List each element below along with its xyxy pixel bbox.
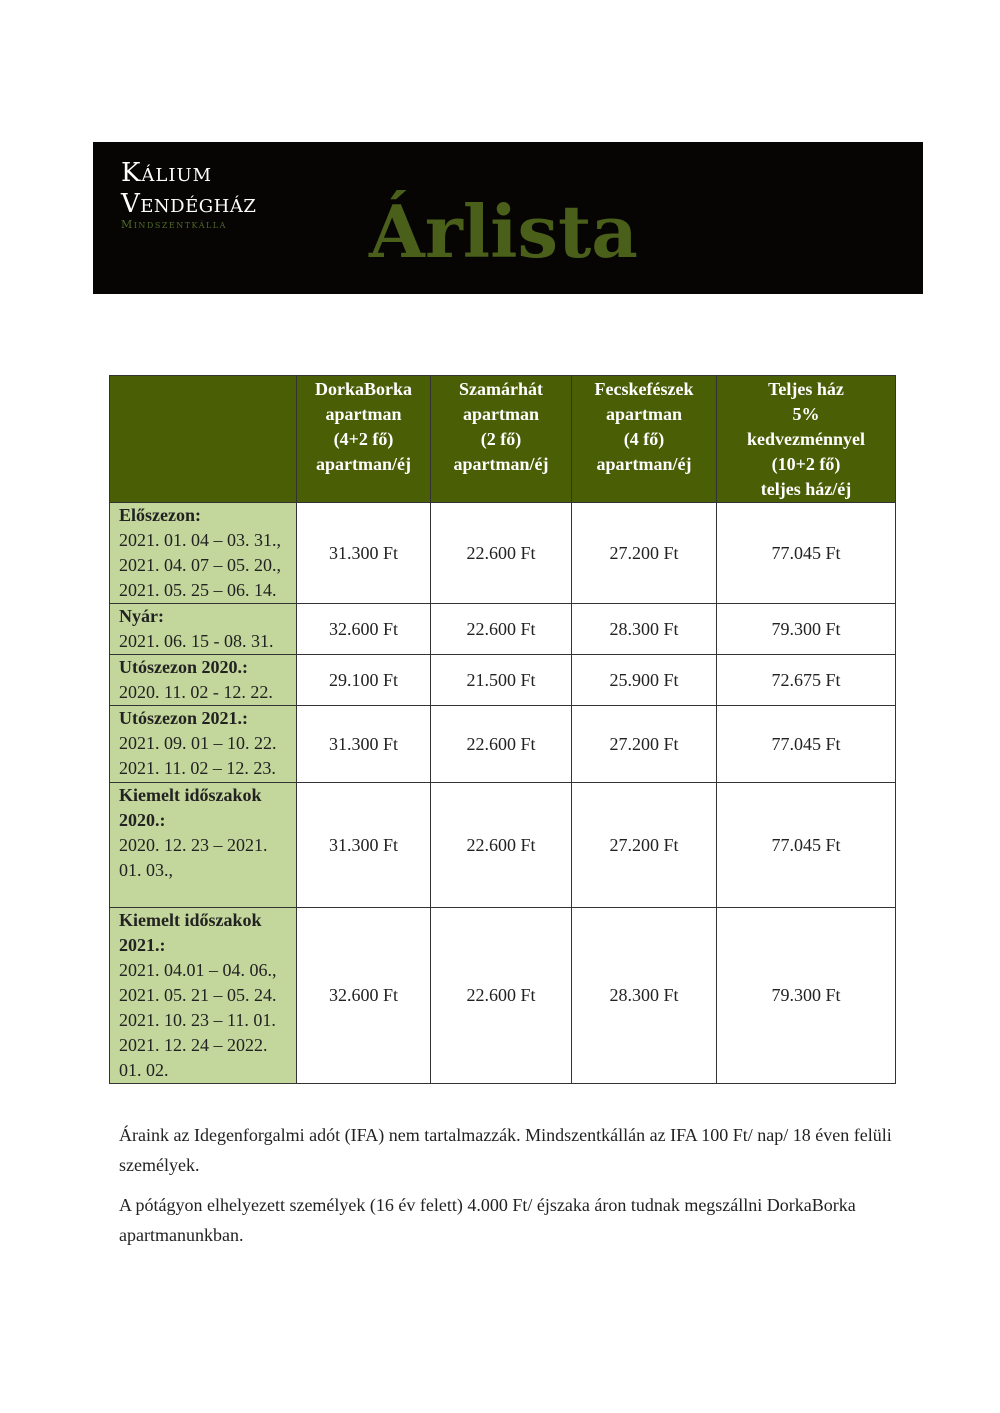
kalium-logo	[121, 156, 361, 231]
table-row	[110, 706, 896, 783]
table-row	[110, 655, 896, 706]
period-dates: 2021. 11. 02 – 12. 23.	[119, 758, 276, 778]
price-cell: 72.675 Ft	[717, 655, 896, 706]
price-cell: 32.600 Ft	[297, 604, 431, 655]
price-cell: 28.300 Ft	[572, 604, 717, 655]
logo-line-3: Mindszentkálla	[121, 218, 227, 231]
price-cell: 27.200 Ft	[572, 503, 717, 604]
period-dates: 2021. 09. 01 – 10. 22.	[119, 733, 277, 753]
header-dorkaborka	[297, 376, 431, 503]
period-cell	[110, 604, 297, 655]
header-line: kedvezménnyel	[747, 429, 865, 449]
table-header-row	[110, 376, 896, 503]
price-cell: 22.600 Ft	[431, 503, 572, 604]
header-line: DorkaBorka	[314, 379, 412, 399]
period-dates: 2021. 05. 25 – 06. 14.	[119, 580, 277, 600]
header-line: Szamárhát	[459, 379, 543, 399]
header-period-blank	[110, 376, 297, 503]
period-label: Kiemelt időszakok	[119, 785, 262, 805]
period-dates: 2020. 11. 02 - 12. 22.	[119, 682, 273, 702]
period-label: 2021.:	[119, 935, 166, 955]
period-label: 2020.:	[119, 810, 166, 830]
price-cell: 31.300 Ft	[297, 503, 431, 604]
price-cell: 21.500 Ft	[431, 655, 572, 706]
header-line: apartman/éj	[316, 454, 411, 474]
price-cell: 79.300 Ft	[717, 908, 896, 1084]
extra-bed-note: A pótágyon elhelyezett személyek (16 év felett) 4.000 Ft/ éjszaka áron tudnak megszállni DorkaBorka apartmanunkban.	[119, 1195, 856, 1245]
period-dates: 2021. 10. 23 – 11. 01.	[119, 1010, 276, 1030]
price-cell: 22.600 Ft	[431, 604, 572, 655]
ifa-note: Áraink az Idegenforgalmi adót (IFA) nem tartalmazzák. Mindszentkállán az IFA 100 Ft/ nap/ 18 éven felüli személyek.	[119, 1125, 892, 1175]
price-cell: 77.045 Ft	[717, 706, 896, 783]
table-row	[110, 604, 896, 655]
price-cell: 22.600 Ft	[431, 783, 572, 908]
period-dates: 2021. 01. 04 – 03. 31.,	[119, 530, 281, 550]
header-line: apartman	[325, 404, 402, 424]
header-line: teljes ház/éj	[760, 479, 852, 499]
price-cell: 28.300 Ft	[572, 908, 717, 1084]
notes-section	[119, 1120, 899, 1260]
table-row	[110, 908, 896, 1084]
price-cell: 32.600 Ft	[297, 908, 431, 1084]
header-szamarhat	[431, 376, 572, 503]
header-line: apartman/éj	[596, 454, 692, 474]
page-title: Árlista	[369, 189, 638, 274]
period-dates: 2020. 12. 23 – 2021.	[119, 835, 268, 855]
price-cell: 29.100 Ft	[297, 655, 431, 706]
table-row	[110, 503, 896, 604]
logo-line-2: Vendégház	[121, 189, 257, 219]
logo-line-1: Kálium	[121, 158, 213, 188]
header-line: Fecskefészek	[594, 379, 694, 399]
price-cell: 22.600 Ft	[431, 908, 572, 1084]
header-line: (2 fő)	[480, 429, 522, 449]
price-cell: 77.045 Ft	[717, 783, 896, 908]
period-cell	[110, 908, 297, 1084]
header-line: 5%	[792, 404, 820, 424]
price-table	[109, 375, 896, 1084]
period-dates: 01. 02.	[119, 1060, 169, 1080]
period-dates: 2021. 04. 07 – 05. 20.,	[119, 555, 281, 575]
period-dates: 2021. 06. 15 - 08. 31.	[119, 631, 274, 651]
table-row	[110, 783, 896, 908]
header-line: apartman	[463, 404, 539, 424]
price-cell: 79.300 Ft	[717, 604, 896, 655]
header-line: apartman/éj	[453, 454, 549, 474]
price-cell: 27.200 Ft	[572, 783, 717, 908]
price-cell: 25.900 Ft	[572, 655, 717, 706]
period-dates: 01. 03.,	[119, 860, 173, 880]
price-cell: 77.045 Ft	[717, 503, 896, 604]
period-cell	[110, 503, 297, 604]
header-line: (10+2 fő)	[771, 454, 841, 474]
price-cell: 31.300 Ft	[297, 783, 431, 908]
period-cell	[110, 706, 297, 783]
period-dates: 2021. 12. 24 – 2022.	[119, 1035, 268, 1055]
period-label: Előszezon:	[119, 505, 201, 525]
header-fecskefeszek	[572, 376, 717, 503]
period-label: Utószezon 2021.:	[119, 708, 248, 728]
period-dates: 2021. 05. 21 – 05. 24.	[119, 985, 277, 1005]
header-line: Teljes ház	[768, 379, 844, 399]
price-cell: 22.600 Ft	[431, 706, 572, 783]
period-dates: 2021. 04.01 – 04. 06.,	[119, 960, 277, 980]
header-teljes-haz	[717, 376, 896, 503]
period-label: Kiemelt időszakok	[119, 910, 262, 930]
price-cell: 27.200 Ft	[572, 706, 717, 783]
header-line: (4+2 fő)	[333, 429, 394, 449]
header-banner	[93, 142, 923, 294]
header-line: apartman	[606, 404, 682, 424]
period-label: Utószezon 2020.:	[119, 657, 248, 677]
period-cell	[110, 655, 297, 706]
period-label: Nyár:	[119, 606, 164, 626]
price-cell: 31.300 Ft	[297, 706, 431, 783]
period-cell	[110, 783, 297, 908]
header-line: (4 fő)	[623, 429, 665, 449]
